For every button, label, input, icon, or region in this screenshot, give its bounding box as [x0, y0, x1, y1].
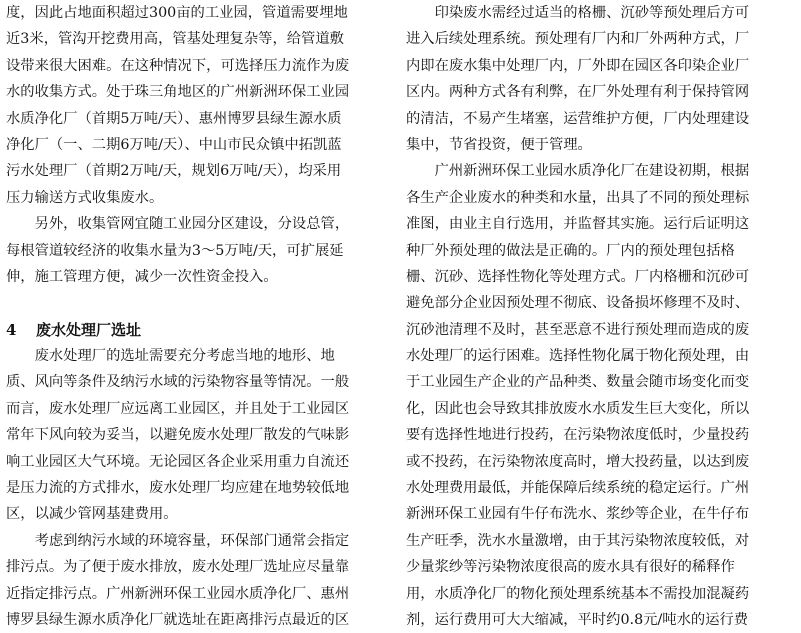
text-line: 伸，施工管理方便，减少一次性资金投入。 [6, 268, 278, 285]
text-line: 度，因此占地面积超过300亩的工业园，管道需要埋地 [6, 5, 348, 21]
text-line: 压力输送方式收集废水。 [6, 189, 164, 206]
text-line: 剂，运行费用可大大缩减，平时约0.8元/吨水的运行费 [406, 611, 749, 628]
text-line: 区，以减少管网基建费用。 [6, 506, 178, 523]
text-line: 要有选择性地进行投药，在污染物浓度低时，少量投药 [406, 427, 750, 444]
text-line: 内即在废水集中处理厂内，厂外即在园区各印染企业厂 [406, 57, 750, 74]
text-line: 广州新洲环保工业园水质净化厂在建设初期，根据 [406, 163, 750, 180]
text-line: 或不投药，在污染物浓度高时，增大投药量，以达到废 [406, 453, 750, 470]
text-line: 博罗县绿生源水质净化厂就选址在距离排污点最近的区 [6, 611, 350, 628]
text-line: 常年下风向较为妥当，以避免废水处理厂散发的气味影 [6, 427, 350, 444]
text-line: 水处理费用最低，并能保障后续系统的稳定运行。广州 [406, 480, 750, 497]
section-title: 废水处理厂选址 [36, 320, 142, 339]
text-line: 进入后续处理系统。预处理有厂内和厂外两种方式，厂 [406, 31, 750, 48]
left-column [6, 0, 390, 633]
text-line: 的清洁，不易产生堵塞，运营维护方便，厂内处理建设 [406, 110, 750, 127]
right-column [406, 0, 794, 633]
section-heading [6, 317, 390, 343]
text-line: 生产旺季，洗水水量激增，由于其污染物浓度较低，对 [406, 532, 750, 549]
text-line: 考虑到纳污水域的环境容量，环保部门通常会指定 [6, 532, 350, 549]
text-line: 沉砂池清理不及时，甚至恶意不进行预处理而造成的废 [406, 321, 750, 338]
text-line: 少量浆纱等污染物浓度很高的废水具有很好的稀释作 [406, 559, 735, 576]
text-line: 各生产企业废水的种类和水量，出具了不同的预处理标 [406, 189, 750, 206]
text-line: 是压力流的方式排水，废水处理厂均应建在地势较低地 [6, 480, 350, 497]
text-line: 另外，收集管网宜随工业园分区建设，分设总管， [6, 216, 350, 233]
text-line: 水的收集方式。处于珠三角地区的广州新洲环保工业园 [6, 84, 350, 101]
text-line: 于工业园生产企业的产品种类、数量会随市场变化而变 [406, 374, 750, 391]
text-line: 响工业园区大气环境。无论园区各企业采用重力自流还 [6, 453, 350, 470]
text-line: 而言，废水处理厂应远离工业园区，并且处于工业园区 [6, 400, 350, 417]
text-line: 废水处理厂的选址需要充分考虑当地的地形、地 [6, 348, 335, 365]
text-line: 区内。两种方式各有利弊，在厂外处理有利于保持管网 [406, 84, 750, 101]
text-line: 排污点。为了便于废水排放，废水处理厂选址应尽量靠 [6, 559, 350, 576]
text-line: 栅、沉砂、选择性物化等处理方式。厂内格栅和沉砂可 [406, 268, 750, 285]
text-line: 新洲环保工业园有牛仔布洗水、浆纱等企业，在牛仔布 [406, 506, 750, 523]
text-line: 水处理厂的运行困难。选择性物化属于物化预处理，由 [406, 348, 750, 365]
text-line: 化，因此也会导致其排放废水水质发生巨大变化，所以 [406, 400, 750, 417]
text-line: 集中，节省投资，便于管理。 [406, 136, 592, 153]
text-line: 印染废水需经过适当的格栅、沉砂等预处理后方可 [406, 5, 750, 21]
text-line: 水质净化厂（首期5万吨/天）、惠州博罗县绿生源水质 [6, 110, 342, 127]
text-line: 设带来很大困难。在这种情况下，可选择压力流作为废 [6, 57, 350, 74]
text-line: 近3米，管沟开挖费用高，管基处理复杂等，给管道敷 [6, 31, 344, 48]
text-line: 每根管道较经济的收集水量为3～5万吨/天，可扩展延 [6, 242, 344, 259]
text-line [6, 290, 390, 316]
text-line: 准图，由业主自行选用，并监督其实施。运行后证明这 [406, 216, 750, 233]
section-number: 4 [6, 320, 17, 339]
text-line: 避免部分企业因预处理不彻底、设备损坏修理不及时、 [406, 295, 750, 312]
text-line: 用，水质净化厂的物化预处理系统基本不需投加混凝药 [406, 585, 750, 602]
text-line: 种厂外预处理的做法是正确的。厂内的预处理包括格 [406, 242, 735, 259]
text-line: 净化厂（一、二期6万吨/天）、中山市民众镇中拓凯蓝 [6, 136, 342, 153]
text-line: 近指定排污点。广州新洲环保工业园水质净化厂、惠州 [6, 585, 350, 602]
text-line: 质、风向等条件及纳污水域的污染物容量等情况。一般 [6, 374, 350, 391]
text-line: 污水处理厂（首期2万吨/天，规划6万吨/天），均采用 [6, 163, 342, 180]
